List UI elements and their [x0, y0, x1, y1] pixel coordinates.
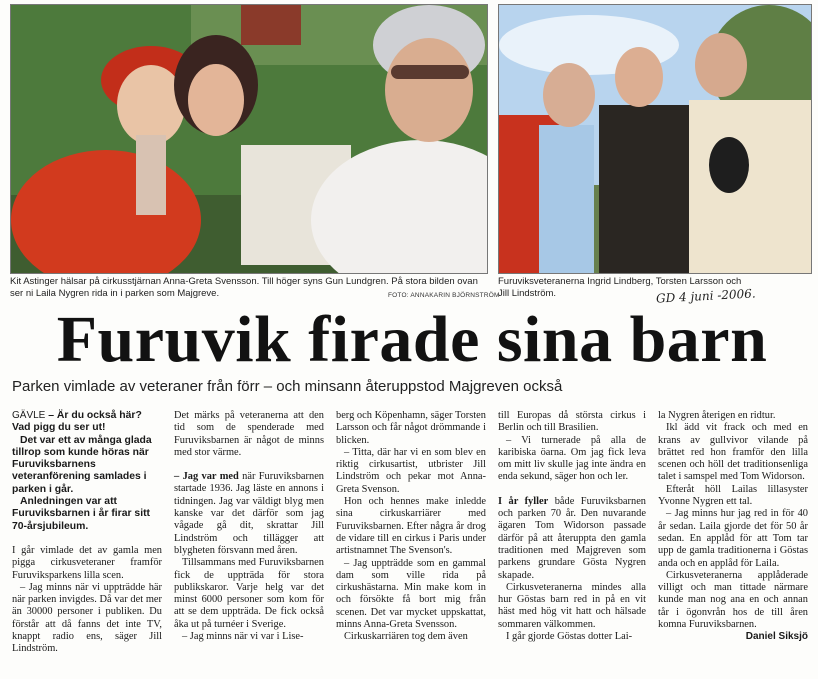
photo-caption-right: Furuviksveteranerna Ingrid Lindberg, Torsten Larsson och Jill Lindström.: [498, 276, 742, 299]
body-paragraph: I går vimlade det av gamla men pigga cirkusveteraner framför Furuviksparkens lilla scen.: [12, 544, 162, 581]
body-paragraph: – Vi turnerade på alla de karibiska öarna. Om jag fick leva om mitt liv skulle jag inte ändra en enda sekund, säger hon och ler.: [498, 434, 646, 483]
subhead-kicker: – Jag var med: [174, 471, 239, 483]
body-paragraph: la Nygren återigen en ridtur.: [658, 410, 776, 421]
body-paragraph: Hon och hennes make inledde sina cirkuskarriärer med Furuviksbarnen. Efter några år drog de vidare till en cirkus i Paris under artistnamnet The Svenson's.: [336, 496, 486, 557]
photo-right-illustration: [499, 5, 811, 273]
subheadline: Parken vimlade av veteraner från förr – och minsann återuppstod Majgreven också: [12, 378, 563, 395]
body-paragraph: Cirkusveteranerna mindes alla hur Göstas barn red in på en vit häst med hög vit hatt och hälsade sommaren välkommen.: [498, 581, 646, 630]
body-paragraph: – Jag minns hur jag red in för 40 år sedan. Laila gjorde det för 50 år sedan. En applåd för att Tom tar upp de gamla traditionerna i Göstas anda och en applåd för Laila.: [658, 508, 808, 569]
subhead-kicker: I år fyller: [498, 495, 549, 507]
photo-left-illustration: [11, 5, 487, 273]
lead-paragraph: Det var ett av många glada tillrop som kunde höras när Furuviksbarnens veteranförening samlades i parken i går.: [12, 434, 152, 495]
body-paragraph: Efteråt höll Lailas lillasyster Yvonne Nygren ett tal.: [658, 483, 808, 508]
article-column-1: [12, 410, 162, 656]
handwritten-date-note: GD 4 juni -2006.: [655, 286, 757, 306]
lead-opening: GÄVLE – Är du också här? Vad pigg du ser ut!: [12, 410, 142, 434]
article-column-4: [498, 410, 646, 643]
body-paragraph: I går gjorde Göstas dotter Lai-: [506, 631, 633, 643]
article-column-2: [174, 410, 324, 643]
body-paragraph: Cirkusveteranerna applåderade villigt och man tittade närmare kunde man nog ana en och annan tår i ögonvrån hos de till åren komna Furuviksbarnen.: [658, 569, 808, 631]
body-paragraph: I år fyller både Furuviksbarnen och parken 70 år. Den nuvarande ägaren Tom Widorson passade därför på att återuppta den gamla traditionen med Majgreven som parkens grundare Gösta Nygren skapade.: [498, 495, 647, 581]
body-paragraph: Ikl ädd vit frack och med en krans av gullvivor vilande på brättet red hon framför den lilla scenen och höll det traditionsenliga talet i samspel med Tom Widorson.: [658, 422, 808, 483]
photo-left: [10, 4, 488, 274]
article-column-3: [336, 410, 486, 644]
lead-paragraph: Anledningen var att Furuviksbarnen i år firar sitt 70-årsjubileum.: [12, 496, 151, 532]
body-paragraph: – Jag uppträdde som en gammal dam som ville rida på cirkushästarna. Min make kom in och försökte få bort mig från scenen. Det var mycket uppskattat, minns Anna-Greta Svensson.: [336, 557, 486, 631]
body-paragraph: – Jag minns när vi var i Lise-: [182, 631, 304, 643]
byline: Daniel Siksjö: [745, 631, 808, 643]
headline: Furuvik firade sina barn: [56, 303, 768, 376]
body-paragraph: till Europas då största cirkus i Berlin och till Brasilien.: [498, 410, 646, 434]
article-column-5: [658, 410, 808, 644]
body-paragraph: – Titta, där har vi en som blev en riktig cirkusartist, utbrister Jill Lindström och pekar mot Anna-Greta Svenson.: [336, 446, 486, 495]
photo-right: [498, 4, 812, 274]
dateline: GÄVLE: [12, 410, 46, 421]
photo-caption-left: Kit Astinger hälsar på cirkusstjärnan Anna-Greta Svensson. Till höger syns Gun Lundgren. På stora bilden ovan ser ni Laila Nygren rida in i parken som Majgreve.: [10, 276, 478, 299]
body-paragraph: – Jag var med när Furuviksbarnen startade 1936. Jag läste en annons i tidningen. Jag var väldigt blyg men kanske var det därför som jag vågade gå dit, skrattar Jill Lindström och tillägger att blygheten försvann med åren.: [174, 471, 324, 556]
body-paragraph: – Jag minns när vi uppträdde här när parken invigdes. Då var det mer än 30000 personer i publiken. Du förstår att då fanns det inte TV, knappt radio ens, säger Jill Lindström.: [12, 581, 162, 655]
body-paragraph: berg och Köpenhamn, säger Torsten Larsson och får något drömmande i blicken.: [336, 410, 486, 446]
photo-credit: FOTO: ANNAKARIN BJÖRNSTRÖM: [388, 292, 500, 299]
body-paragraph: Cirkuskarriären tog dem även: [344, 631, 468, 643]
body-paragraph: Det märks på veteranerna att den tid som de spenderade med Furuviksbarnen är något de minns med stor värme.: [174, 410, 324, 458]
body-paragraph: Tillsammans med Furuviksbarnen fick de uppträda för stora publikskaror. Varje helg var det minst 6000 personer som kom för att se dem uppträda. De fick också åka ut på turnéer i Sverige.: [174, 557, 324, 630]
